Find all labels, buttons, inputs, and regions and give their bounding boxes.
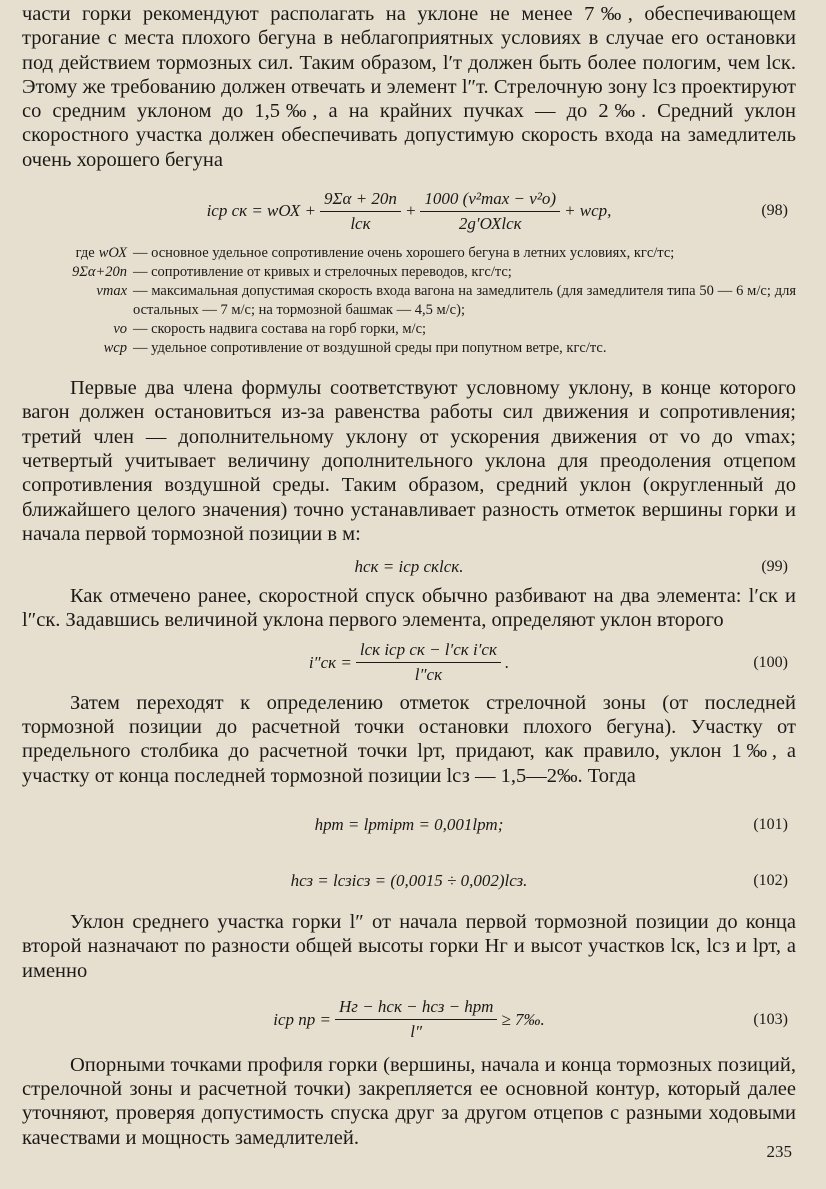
- definitions-list: [22, 244, 796, 358]
- fraction-numerator: Hг − hск − hсз − hрт: [335, 997, 497, 1020]
- formula-98-fraction-1: [320, 189, 401, 234]
- definition-symbol: wср: [103, 340, 127, 357]
- fraction-1-numerator: 9Σα + 20n: [320, 189, 401, 212]
- definition-item: [22, 339, 796, 358]
- definition-symbol: wОХ: [98, 245, 127, 262]
- page-number: 235: [766, 1142, 792, 1161]
- formula-100-tail: .: [504, 652, 510, 672]
- definition-text: — скорость надвига состава на горб горки, м/с;: [133, 321, 427, 338]
- fraction-numerator: lск iср ск − l′ск i′ск: [356, 640, 501, 663]
- formula-98-lhs: iср ск = wОХ +: [206, 201, 316, 221]
- formula-100-lhs: i″ск =: [308, 652, 352, 672]
- fraction-2-denominator: 2g′ОХlск: [458, 213, 522, 233]
- definition-item: [22, 320, 796, 339]
- fraction-2-numerator: 1000 (v²max − v²о): [420, 189, 560, 212]
- where-label: где: [75, 245, 95, 262]
- formula-98-fraction-2: [420, 189, 560, 234]
- definition-text: — максимальная допустимая скорость входа вагона на замедлитель (для замедлителя типа 50 — 6 м/с; для остальных — 7 м/с; на тормозной башмак — 4,5 м/с);: [133, 283, 796, 319]
- definition-item: [22, 263, 796, 282]
- definition-symbol: vо: [113, 321, 127, 338]
- formula-102-number: (102): [753, 871, 788, 889]
- paragraph-2: Первые два члена формулы соответствуют условному уклону, в конце которого вагон должен остановиться из-за равенства работы сил движения и сопротивления; третий член — дополнительному уклону от ускорения движения от vо до vmax; четвертый учитывает величину дополнительного уклона для преодоления отцепом сопротивления воздушной среды. Таким образом, средний уклон (округленный до ближайшего целого значения) точно устанавливает разность отметок вершины горки и начала первой тормозной позиции в м:: [22, 377, 796, 545]
- definition-symbol: vmax: [96, 283, 127, 300]
- paragraph-3: Как отмечено ранее, скоростной спуск обычно разбивают на два элемента: l′ск и l″ск. Задавшись величиной уклона первого элемента, определяют уклон второго: [22, 585, 796, 632]
- paragraph-1: части горки рекомендуют располагать на уклоне не менее 7‰, обеспечивающем трогание с места плохого бегуна в неблагоприятных условиях в случае его остановки под действием тормозных сил. Таким образом, l′т должен быть более пологим, чем lск. Этому же требованию должен отвечать и элемент l″т. Стрелочную зону lсз проектируют со средним уклоном до 1,5‰, а на крайних пучках — до 2‰. Средний уклон скоростного участка должен обеспечивать допустимую скорость входа на замедлитель очень хорошего бегуна: [22, 3, 796, 171]
- formula-103-lhs: iср пр =: [273, 1009, 332, 1029]
- formula-98-number: (98): [761, 202, 788, 220]
- fraction-1-denominator: lск: [350, 213, 371, 233]
- formula-98-plus: +: [404, 201, 417, 221]
- definition-symbol: 9Σα+20n: [71, 264, 127, 281]
- formula-100: [22, 635, 796, 691]
- paragraph-6: Опорными точками профиля горки (вершины, начала и конца тормозных позиций, стрелочной зоны и расчетной точки) закрепляется ее основной контур, который далее уточняют, проверяя допустимость спуска друг за другом отцепов с разными ходовыми качествами и мощность замедлителей.: [22, 1053, 796, 1149]
- paragraph-5: Уклон среднего участка горки l″ от начала первой тормозной позиции до конца второй назначают по разности общей высоты горки Hг и высот участков lск, lсз и lрт, а именно: [22, 910, 796, 982]
- formula-98-tail: + wср,: [564, 201, 612, 221]
- definition-text: — основное удельное сопротивление очень хорошего бегуна в летних условиях, кгс/тс;: [133, 245, 675, 262]
- definition-text: — сопротивление от кривых и стрелочных переводов, кгс/тс;: [133, 264, 512, 281]
- formula-100-fraction: [356, 640, 501, 685]
- fraction-denominator: l″: [410, 1022, 423, 1042]
- formula-101: [22, 800, 796, 850]
- definition-item: [22, 244, 796, 263]
- definition-text: — удельное сопротивление от воздушной среды при попутном ветре, кгс/тс.: [133, 340, 607, 357]
- formula-102: [22, 856, 796, 906]
- formula-103: [22, 987, 796, 1053]
- formula-102-expression: hсз = lсзiсз = (0,0015 ÷ 0,002)lсз.: [290, 870, 528, 890]
- formula-99: [22, 550, 796, 584]
- formula-99-expression: hск = iср скlск.: [354, 557, 464, 577]
- formula-103-number: (103): [753, 1010, 788, 1028]
- definition-item: [22, 282, 796, 320]
- formula-98: [22, 180, 796, 242]
- formula-99-number: (99): [761, 558, 788, 576]
- paragraph-4: Затем переходят к определению отметок стрелочной зоны (от последней тормозной позиции до расчетной точки остановки плохого бегуна). Участку от предельного столбика до расчетной точки lрт, придают, как правило, уклон 1‰, а участку от конца последней тормозной позиции lсз — 1,5—2‰. Тогда: [22, 691, 796, 787]
- formula-100-number: (100): [753, 653, 788, 671]
- formula-103-fraction: [335, 997, 497, 1042]
- formula-103-tail: ≥ 7‰.: [501, 1009, 545, 1029]
- formula-101-expression: hрт = lртiрт = 0,001lрт;: [314, 814, 504, 834]
- fraction-denominator: l″ск: [414, 665, 443, 685]
- formula-101-number: (101): [753, 815, 788, 833]
